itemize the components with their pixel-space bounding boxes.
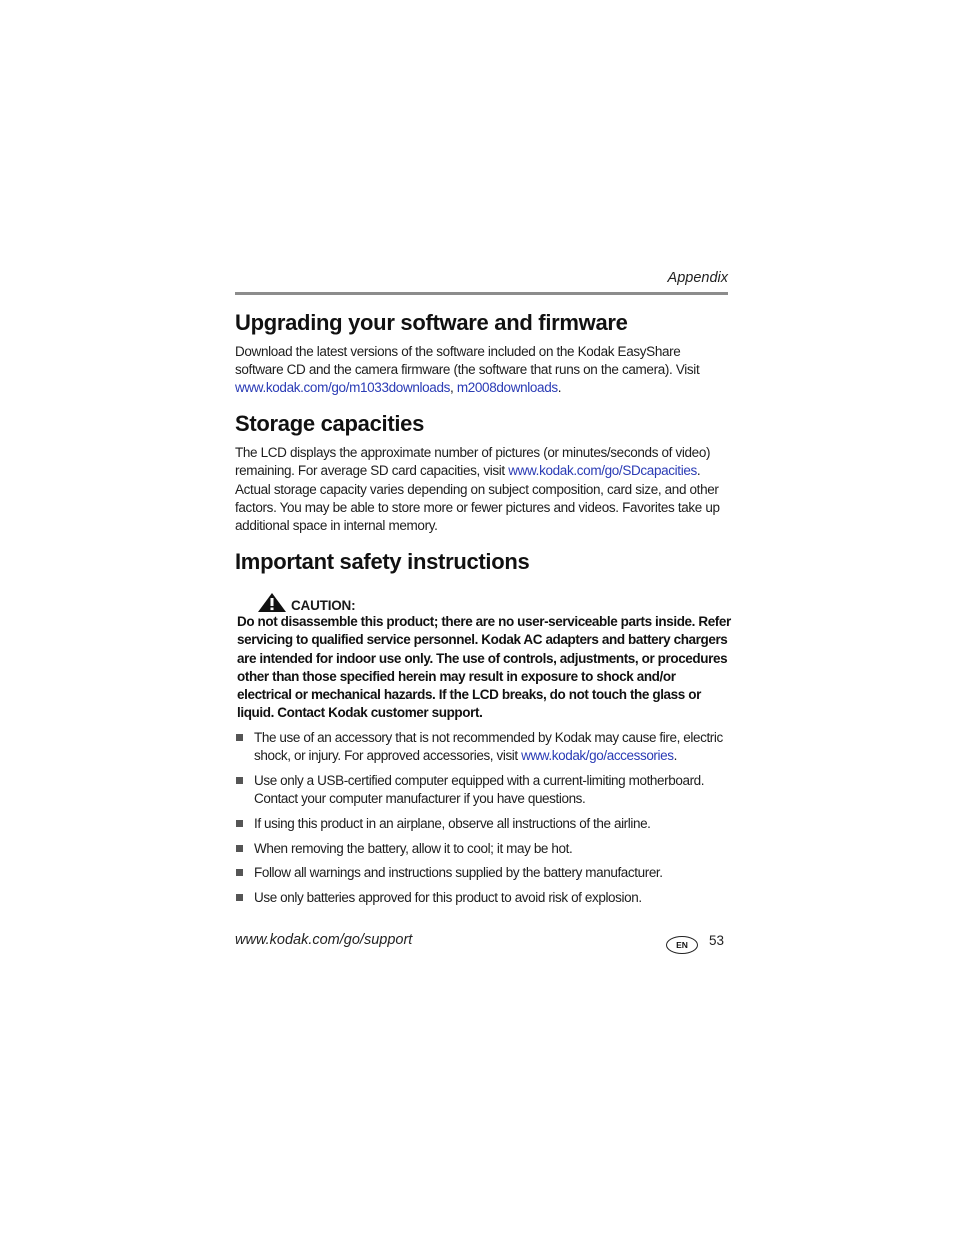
list-item bbox=[235, 815, 728, 833]
safety-bullet-list bbox=[235, 729, 728, 914]
square-bullet-icon bbox=[236, 777, 243, 784]
language-badge: EN bbox=[666, 936, 698, 954]
storage-text: The LCD displays the approximate number of pictures (or minutes/seconds of video) remaining. For average SD card capacities, visit bbox=[235, 445, 711, 479]
caution-label: CAUTION: bbox=[291, 597, 356, 613]
bullet-period: . bbox=[673, 748, 677, 764]
square-bullet-icon bbox=[236, 820, 243, 827]
storage-period: . bbox=[696, 463, 701, 479]
footer-support-url[interactable]: www.kodak.com/go/support bbox=[235, 932, 413, 948]
link-sd-capacities[interactable]: www.kodak.com/go/SDcapacities bbox=[508, 463, 697, 479]
list-item bbox=[235, 772, 728, 808]
square-bullet-icon bbox=[236, 734, 243, 741]
upgrading-paragraph bbox=[235, 343, 728, 398]
heading-safety: Important safety instructions bbox=[235, 549, 530, 574]
list-item bbox=[235, 840, 728, 858]
list-item bbox=[235, 864, 728, 882]
bullet-text: Use only batteries approved for this product to avoid risk of explosion. bbox=[254, 889, 642, 905]
list-item bbox=[235, 889, 728, 907]
list-item bbox=[235, 729, 728, 765]
link-m1033-downloads[interactable]: www.kodak.com/go/m1033downloads bbox=[235, 380, 451, 396]
storage-paragraph-2: Actual storage capacity varies depending on subject composition, card size, and other factors. You may be able to store more or fewer pictures and videos. Favorites take up additional space in internal memory. bbox=[235, 482, 720, 534]
bullet-text: If using this product in an airplane, observe all instructions of the airline. bbox=[254, 815, 651, 831]
square-bullet-icon bbox=[236, 869, 243, 876]
bullet-text: The use of an accessory that is not recommended by Kodak may cause fire, electric shock, or injury. For approved accessories, visit bbox=[254, 730, 723, 764]
running-header: Appendix bbox=[667, 270, 728, 286]
link-accessories[interactable]: www.kodak/go/accessories bbox=[521, 748, 674, 764]
link-m2008-downloads[interactable]: m2008downloads bbox=[456, 380, 558, 396]
link-separator: , bbox=[450, 380, 457, 396]
page-number: 53 bbox=[709, 933, 725, 948]
heading-storage: Storage capacities bbox=[235, 411, 425, 436]
header-rule bbox=[235, 292, 728, 295]
upgrading-period: . bbox=[557, 380, 562, 396]
upgrading-text: Download the latest versions of the software included on the Kodak EasyShare software CD and the camera firmware (the software that runs on the camera). Visit bbox=[235, 344, 700, 378]
bullet-text: When removing the battery, allow it to cool; it may be hot. bbox=[254, 840, 573, 856]
bullet-text: Follow all warnings and instructions supplied by the battery manufacturer. bbox=[254, 865, 663, 881]
bullet-text: Use only a USB-certified computer equipped with a current-limiting motherboard. Contact your computer manufacturer if you have questions. bbox=[254, 772, 705, 807]
storage-paragraph-1 bbox=[235, 444, 728, 480]
square-bullet-icon bbox=[236, 845, 243, 852]
heading-upgrading: Upgrading your software and firmware bbox=[235, 310, 628, 335]
square-bullet-icon bbox=[236, 894, 243, 901]
caution-text: Do not disassemble this product; there are no user-serviceable parts inside. Refer servicing to qualified service personnel. Kodak AC adapters and battery chargers are intended for indoor use only. The use of controls, adjustments, or procedures other than those specified herein may result in exposure to shock and/or electrical or mechanical hazards. If the LCD breaks, do not touch the glass or liquid. Contact Kodak customer support. bbox=[237, 614, 731, 721]
